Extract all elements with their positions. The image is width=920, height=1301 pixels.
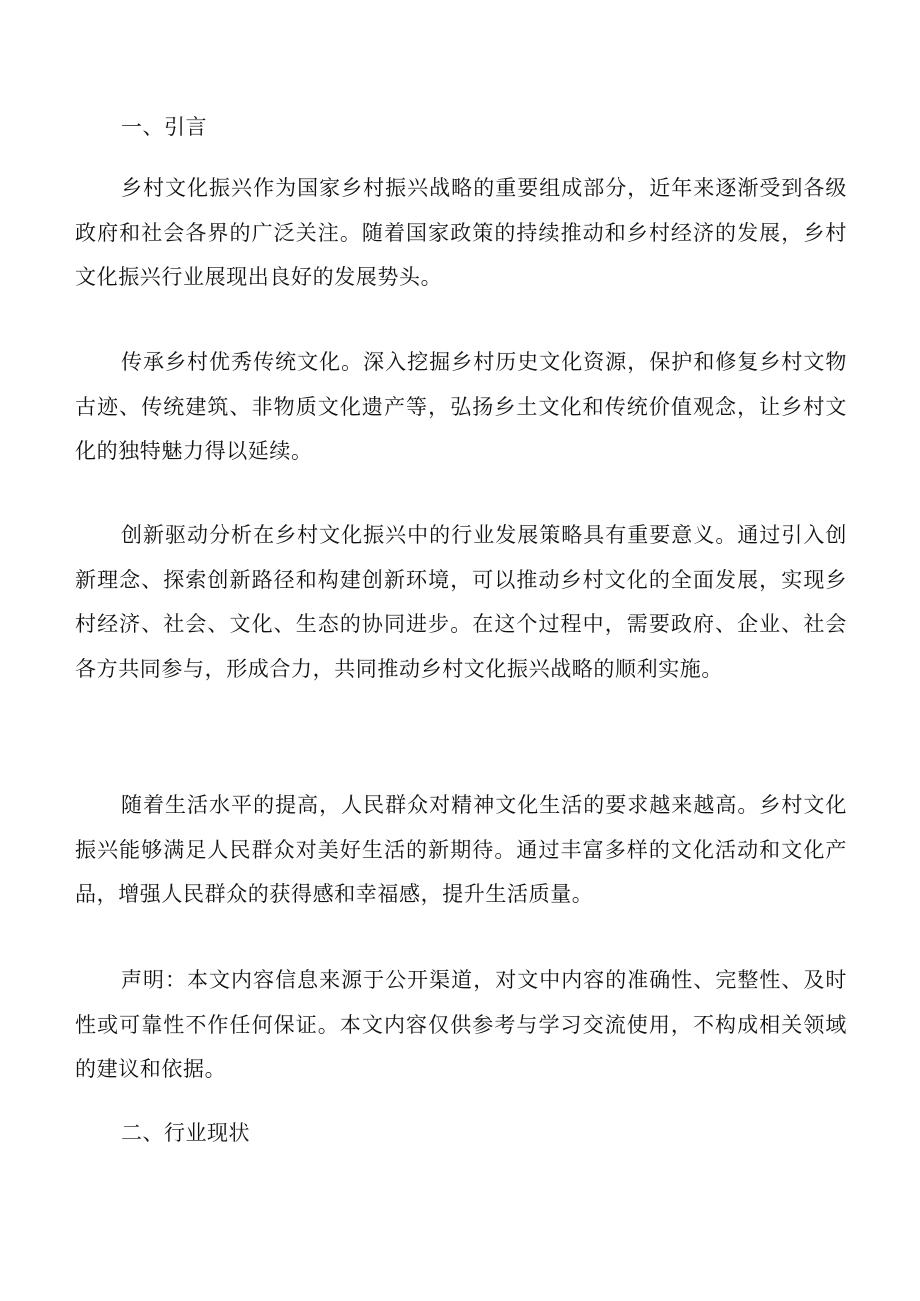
paragraph-3: 创新驱动分析在乡村文化振兴中的行业发展策略具有重要意义。通过引入创新理念、探索创新路径和构建创新环境，可以推动乡村文化的全面发展，实现乡村经济、社会、文化、生态的协同进步。在这个过程中，需要政府、企业、社会各方共同参与，形成合力，共同推动乡村文化振兴战略的顺利实施。 bbox=[75, 523, 847, 681]
paragraph-5-disclaimer: 声明：本文内容信息来源于公开渠道，对文中内容的准确性、完整性、及时性或可靠性不作任何保证。本文内容仅供参考与学习交流使用，不构成相关领域的建议和依据。 bbox=[75, 968, 847, 1082]
section-heading-industry-status: 二、行业现状 bbox=[121, 1121, 250, 1145]
paragraph-4: 随着生活水平的提高，人民群众对精神文化生活的要求越来越高。乡村文化振兴能够满足人民群众对美好生活的新期待。通过丰富多样的文化活动和文化产品，增强人民群众的获得感和幸福感，提升生活质量。 bbox=[75, 793, 847, 907]
paragraph-1: 乡村文化振兴作为国家乡村振兴战略的重要组成部分，近年来逐渐受到各级政府和社会各界的广泛关注。随着国家政策的持续推动和乡村经济的发展，乡村文化振兴行业展现出良好的发展势头。 bbox=[75, 176, 847, 290]
section-heading-introduction: 一、引言 bbox=[121, 115, 207, 139]
paragraph-2: 传承乡村优秀传统文化。深入挖掘乡村历史文化资源，保护和修复乡村文物古迹、传统建筑、非物质文化遗产等，弘扬乡土文化和传统价值观念，让乡村文化的独特魅力得以延续。 bbox=[75, 350, 847, 464]
